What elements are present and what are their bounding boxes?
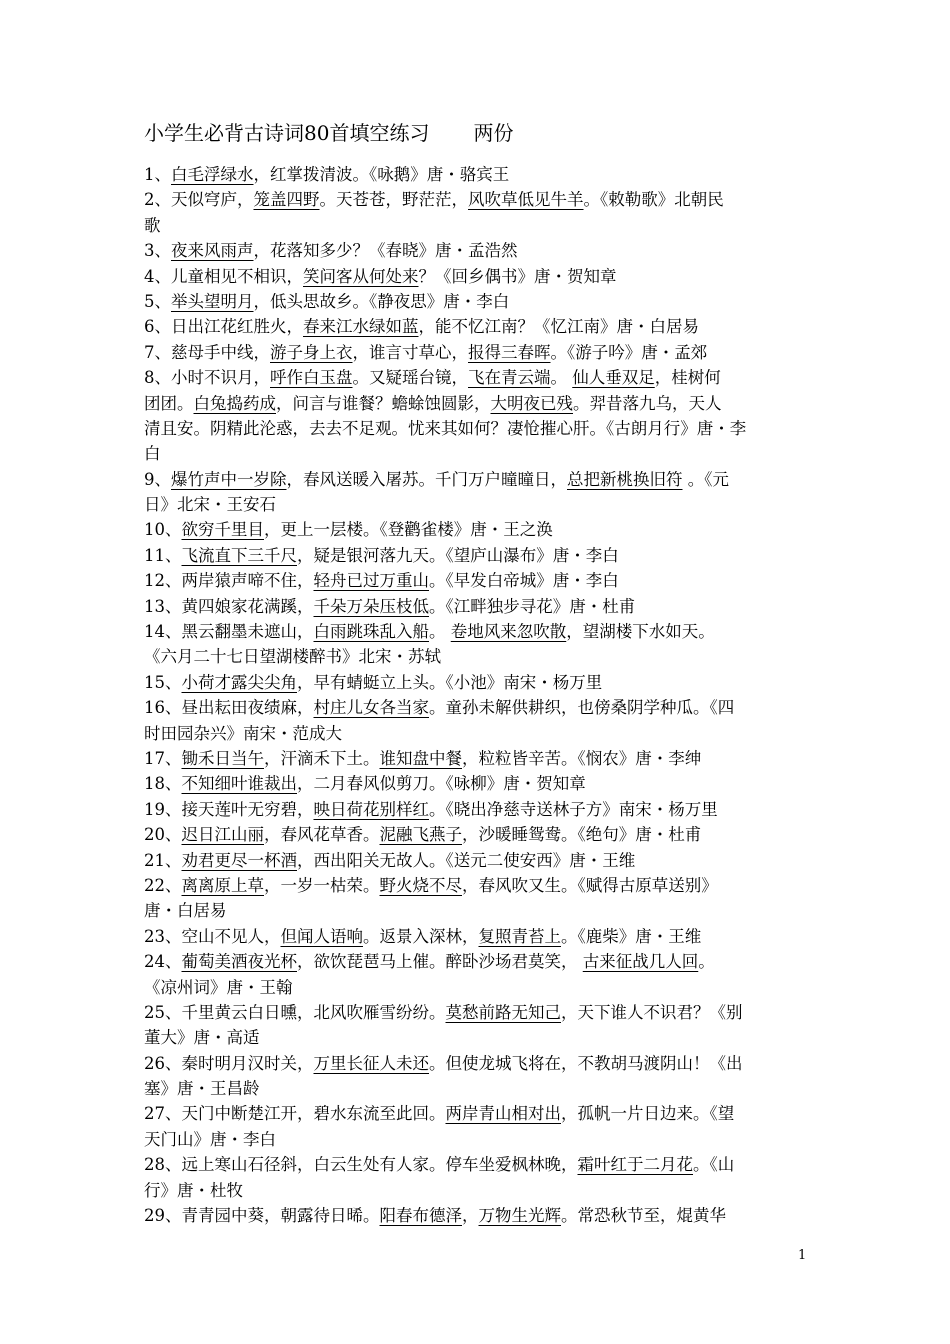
line-text: ，春风送暖入屠苏。千门万户曈曈日， (286, 469, 567, 489)
line-text: 。天苍苍，野茫茫， (319, 190, 468, 210)
answer-text: 飞在青云端 (468, 368, 551, 388)
line-text: ，能不忆江南？《忆江南》唐・白居易 (418, 317, 699, 337)
answer-text: 锄禾日当午 (181, 748, 264, 768)
answer-text: 万里长征人未还 (313, 1053, 429, 1073)
text-line (144, 416, 812, 441)
text-line (144, 873, 812, 898)
text-line (144, 187, 812, 212)
line-text: 24、 (144, 952, 182, 972)
line-text: 。《游子吟》唐・孟郊 (550, 342, 708, 362)
answer-text: 映日荷花别样红 (313, 799, 429, 819)
text-line (144, 1203, 812, 1228)
line-text: 。《晓出净慈寺送林子方》南宋・杨万里 (429, 799, 718, 819)
line-text: 。 (429, 622, 451, 642)
line-text: 。《江畔独步寻花》唐・杜甫 (429, 596, 636, 616)
line-text: 团团。 (144, 393, 194, 413)
line-text: 歌 (144, 215, 161, 235)
answer-text: 但闻人语响 (280, 926, 363, 946)
answer-text: 千朵万朵压枝低 (313, 596, 429, 616)
answer-text: 葡萄美酒夜光杯 (181, 952, 297, 972)
line-text: ，西出阳关无故人。《送元二使安西》唐・王维 (297, 850, 636, 870)
line-text: ，更上一层楼。《登鹳雀楼》唐・王之涣 (264, 520, 553, 540)
line-text: ，粒粒皆辛苦。《悯农》唐・李绅 (462, 748, 702, 768)
document-title (144, 118, 513, 148)
line-text: 6、日出江花红胜火， (144, 317, 303, 337)
line-text: 10、 (144, 520, 182, 540)
line-text: ，孤帆一片日边来。《望 (561, 1104, 735, 1124)
answer-text: 报得三春晖 (468, 342, 551, 362)
line-text: 7、慈母手中线， (144, 342, 270, 362)
text-line (144, 1101, 812, 1126)
line-text: 17、 (144, 748, 182, 768)
line-text: 。羿昔落九乌，天人 (573, 393, 722, 413)
line-text: 。又疑瑶台镜， (352, 368, 468, 388)
line-text: 21、 (144, 850, 182, 870)
answer-text: 离离原上草 (181, 875, 264, 895)
line-text: 25、千里黄云白日曛，北风吹雁雪纷纷。 (144, 1002, 446, 1022)
line-text: 。 (550, 368, 573, 388)
text-line (144, 517, 812, 542)
answer-text: 古来征战几人回 (582, 952, 699, 972)
line-text: ，春风花草香。 (264, 825, 380, 845)
line-text: ？《回乡偶书》唐・贺知章 (418, 266, 617, 286)
text-line (144, 340, 812, 365)
answer-text: 白雨跳珠乱入船 (313, 622, 429, 642)
line-text: ，天下谁人不识君？《别 (561, 1002, 743, 1022)
line-text: 15、 (144, 672, 182, 692)
line-text: 8、小时不识月， (144, 368, 270, 388)
line-text: 。但使龙城飞将在，不教胡马渡阴山！《出 (429, 1053, 743, 1073)
line-text: 14、黑云翻墨未遮山， (144, 622, 314, 642)
line-text: 。《敕勒歌》北朝民 (583, 190, 724, 210)
line-text: ，桂树何 (654, 368, 721, 388)
answer-text: 爆竹声中一岁除 (171, 469, 287, 489)
line-text: 日》北宋・王安石 (144, 495, 276, 515)
answer-text: 笼盖四野 (253, 190, 320, 210)
text-line (144, 949, 812, 974)
answer-text: 劝君更尽一杯酒 (181, 850, 297, 870)
answer-text: 卷地风来忽吹散 (450, 622, 567, 642)
text-line (144, 746, 812, 771)
answer-text: 总把新桃换旧符 (567, 469, 683, 489)
line-text: 。 (698, 952, 715, 972)
title-subtitle: 两份 (473, 121, 514, 145)
line-text: 天门山》唐・李白 (144, 1129, 276, 1149)
text-line (144, 1051, 812, 1076)
answer-text: 霜叶红于二月花 (577, 1155, 693, 1175)
answer-text: 迟日江山丽 (181, 825, 264, 845)
line-text: ，汗滴禾下土。 (264, 748, 380, 768)
line-text: ，问言与谁餐？蟾蜍蚀圆影， (276, 393, 491, 413)
line-text: 。《元 (682, 469, 729, 489)
answer-text: 谁知盘中餐 (379, 748, 462, 768)
answer-text: 白毛浮绿水 (171, 165, 254, 184)
text-line (144, 695, 812, 720)
text-line (144, 391, 812, 416)
text-line (144, 1000, 812, 1025)
line-text: 20、 (144, 825, 182, 845)
text-line (144, 721, 812, 746)
line-text: 26、秦时明月汉时关， (144, 1053, 314, 1073)
text-line (144, 822, 812, 847)
text-line (144, 619, 812, 644)
line-text: 行》唐・杜牧 (144, 1180, 243, 1200)
line-text: 5、 (144, 291, 171, 311)
line-text: 18、 (144, 774, 182, 794)
answer-text: 举头望明月 (171, 291, 254, 311)
line-text: 。常恐秋节至，焜黄华 (561, 1206, 726, 1226)
line-text: 16、昼出耘田夜绩麻， (144, 698, 314, 718)
line-text: ，一岁一枯荣。 (264, 875, 380, 895)
line-text: 。《早发白帝城》唐・李白 (429, 571, 619, 591)
line-text: ，春风吹又生。《赋得古原草送别》 (462, 875, 718, 895)
answer-text: 村庄儿女各当家 (313, 698, 429, 718)
text-line (144, 1152, 812, 1177)
line-text: 29、青青园中葵，朝露待日晞。 (144, 1206, 380, 1226)
line-text: 13、黄四娘家花满蹊， (144, 596, 314, 616)
answer-text: 莫愁前路无知己 (445, 1002, 561, 1022)
line-text: 3、 (144, 241, 171, 261)
line-text: ，早有蜻蜓立上头。《小池》南宋・杨万里 (297, 672, 603, 692)
answer-text: 呼作白玉盘 (270, 368, 353, 388)
answer-text: 仙人垂双足 (572, 368, 655, 388)
line-text: 时田园杂兴》南宋・范成大 (144, 723, 342, 743)
answer-text: 笑问客从何处来 (303, 266, 419, 286)
answer-text: 风吹草低见牛羊 (468, 190, 584, 210)
answer-text: 欲穷千里目 (181, 520, 264, 540)
line-text: 1、 (144, 165, 171, 184)
answer-text: 小荷才露尖尖角 (181, 672, 297, 692)
line-text: 19、接天莲叶无穷碧， (144, 799, 314, 819)
text-line (144, 365, 812, 390)
line-text: 4、儿童相见不相识， (144, 266, 303, 286)
line-text: 白 (144, 444, 161, 464)
poem-list (144, 162, 812, 1228)
line-text: 11、 (144, 545, 182, 565)
line-text: 28、远上寒山石径斜，白云生处有人家。停车坐爱枫林晚， (144, 1155, 578, 1175)
page-number: 1 (798, 1248, 807, 1263)
text-line (144, 568, 812, 593)
answer-text: 轻舟已过万重山 (313, 571, 429, 591)
text-line (144, 924, 812, 949)
answer-text: 复照青苔上 (478, 926, 561, 946)
line-text: 2、天似穹庐， (144, 190, 254, 210)
line-text: ，望湖楼下水如天。 (566, 622, 715, 642)
line-text: 。童孙未解供耕织，也傍桑阴学种瓜。《四 (429, 698, 735, 718)
text-line (144, 1025, 812, 1050)
answer-text: 两岸青山相对出 (445, 1104, 561, 1124)
answer-text: 飞流直下三千尺 (181, 545, 297, 565)
text-line (144, 848, 812, 873)
text-line (144, 213, 812, 238)
line-text: 唐・白居易 (144, 901, 227, 921)
line-text: 23、空山不见人， (144, 926, 281, 946)
answer-text: 大明夜已残 (490, 393, 573, 413)
answer-text: 游子身上衣 (270, 342, 353, 362)
text-line (144, 238, 812, 263)
text-line (144, 467, 812, 492)
text-line (144, 162, 812, 187)
line-text: ， (462, 1206, 479, 1226)
text-line (144, 1076, 812, 1101)
answer-text: 白兔捣药成 (193, 393, 276, 413)
text-line (144, 975, 812, 1000)
line-text: ，花落知多少？《春晓》唐・孟浩然 (253, 241, 518, 261)
answer-text: 野火烧不尽 (379, 875, 462, 895)
line-text: 董大》唐・高适 (144, 1028, 260, 1048)
text-line (144, 1178, 812, 1203)
line-text: ，二月春风似剪刀。《咏柳》唐・贺知章 (297, 774, 586, 794)
text-line (144, 289, 812, 314)
text-line (144, 670, 812, 695)
line-text: ，沙暖睡鸳鸯。《绝句》唐・杜甫 (462, 825, 702, 845)
text-line (144, 898, 812, 923)
text-line (144, 797, 812, 822)
text-line (144, 594, 812, 619)
line-text: 22、 (144, 875, 182, 895)
line-text: ，疑是银河落九天。《望庐山瀑布》唐・李白 (297, 545, 619, 565)
text-line (144, 492, 812, 517)
text-line (144, 644, 812, 669)
answer-text: 不知细叶谁裁出 (181, 774, 297, 794)
answer-text: 春来江水绿如蓝 (303, 317, 419, 337)
line-text: 。《山 (693, 1155, 735, 1175)
line-text: 。返景入深林， (363, 926, 479, 946)
answer-text: 夜来风雨声 (171, 241, 254, 261)
answer-text: 泥融飞燕子 (379, 825, 462, 845)
line-text: 27、天门中断楚江开，碧水东流至此回。 (144, 1104, 446, 1124)
line-text: 清且安。阴精此沦惑，去去不足观。忧来其如何？凄怆摧心肝。《古朗月行》唐・李 (144, 418, 747, 438)
line-text: ，低头思故乡。《静夜思》唐・李白 (253, 291, 510, 311)
line-text: 12、两岸猿声啼不住， (144, 571, 314, 591)
title-text: 小学生必背古诗词80首填空练习 (144, 121, 430, 145)
line-text: ，谁言寸草心， (352, 342, 468, 362)
answer-text: 万物生光辉 (478, 1206, 561, 1226)
line-text: 9、 (144, 469, 171, 489)
line-text: 塞》唐・王昌龄 (144, 1079, 260, 1099)
text-line (144, 441, 812, 466)
text-line (144, 314, 812, 339)
text-line (144, 1127, 812, 1152)
line-text: 《六月二十七日望湖楼醉书》北宋・苏轼 (144, 647, 441, 667)
line-text: 《凉州词》唐・王翰 (144, 977, 293, 997)
text-line (144, 264, 812, 289)
text-line (144, 771, 812, 796)
line-text: ，红掌拨清波。《咏鹅》唐・骆宾王 (253, 165, 510, 184)
answer-text: 阳春布德泽 (379, 1206, 462, 1226)
text-line (144, 543, 812, 568)
line-text: 。《鹿柴》唐・王维 (561, 926, 702, 946)
line-text: ，欲饮琵琶马上催。醉卧沙场君莫笑， (297, 952, 583, 972)
